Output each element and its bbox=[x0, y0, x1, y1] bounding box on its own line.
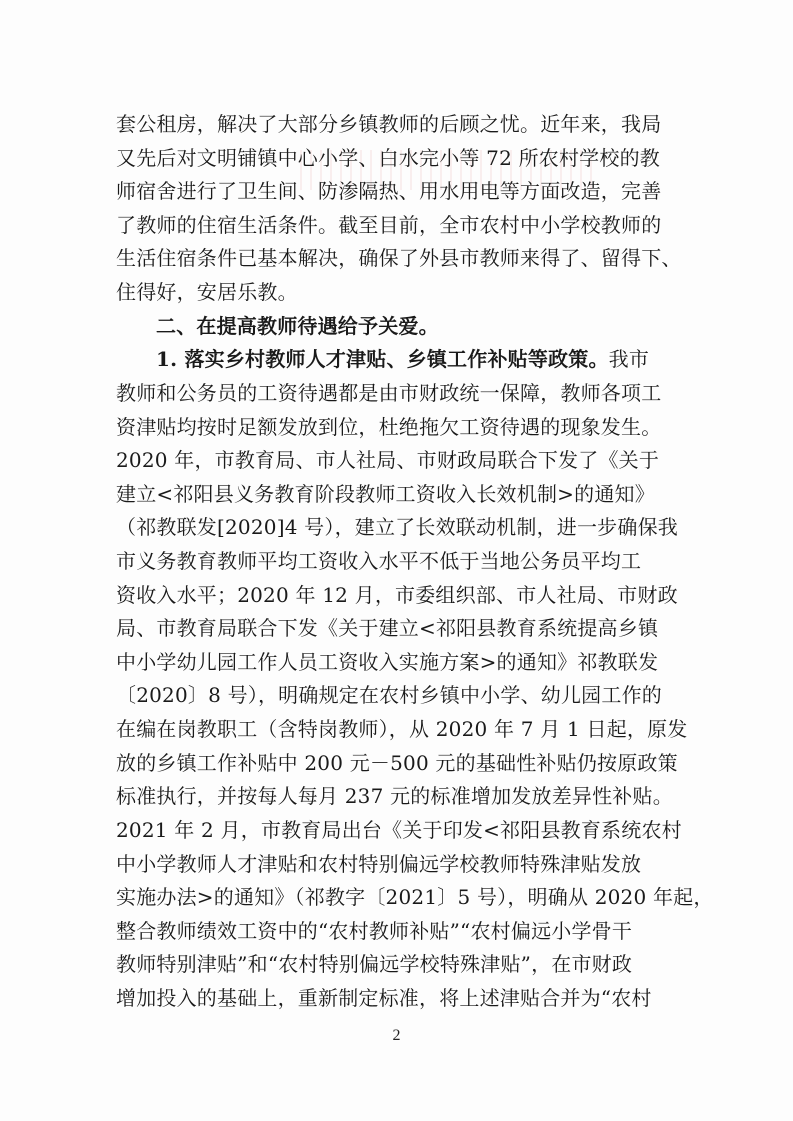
body-line-16: 实施办法>的通知》（祁教字〔2021〕5 号），明确从 2020 年起， bbox=[116, 885, 714, 910]
body-line-15: 中小学教师人才津贴和农村特别偏远学校教师特殊津贴发放 bbox=[116, 851, 642, 876]
paragraph-line-5: 生活住宿条件已基本解决，确保了外县市教师来得了、留得下、 bbox=[116, 246, 682, 271]
body-line-6: 市义务教育教师平均工资收入水平不低于当地公务员平均工 bbox=[116, 549, 642, 573]
body-line-7: 资收入水平；2020 年 12 月，市委组织部、市人社局、市财政 bbox=[116, 582, 678, 607]
paragraph-line-1: 套公租房，解决了大部分乡镇教师的后顾之忧。近年来，我局 bbox=[116, 112, 662, 136]
body-line-8: 局、市教育局联合下发《关于建立<祁阳县教育系统提高乡镇 bbox=[116, 616, 659, 641]
body-line-4: 建立<祁阳县义务教育阶段教师工资收入长效机制>的通知》 bbox=[116, 481, 655, 506]
body-line-2: 资津贴均按时足额发放到位，杜绝拖欠工资待遇的现象发生。 bbox=[116, 414, 662, 439]
body-line-3: 2020 年，市教育局、市人社局、市财政局联合下发了《关于 bbox=[116, 448, 660, 473]
body-line-11: 在编在岗教职工（含特岗教师），从 2020 年 7 月 1 日起，原发 bbox=[116, 717, 688, 742]
page-number: 2 bbox=[392, 1027, 401, 1044]
body-line-19: 增加投入的基础上，重新制定标准，将上述津贴合并为“农村 bbox=[116, 986, 652, 1010]
paragraph-line-3: 师宿舍进行了卫生间、防渗隔热、用水用电等方面改造，完善 bbox=[116, 179, 662, 204]
body-line-10: 〔2020〕8 号），明确规定在农村乡镇中小学、幼儿园工作的 bbox=[116, 683, 662, 708]
body-line-13: 标准执行，并按每人每月 237 元的标准增加发放差异性补贴。 bbox=[116, 784, 673, 809]
paragraph-line-4: 了教师的住宿生活条件。截至目前，全市农村中小学校教师的 bbox=[116, 212, 662, 237]
subsection-lead-tail: 我市 bbox=[608, 347, 650, 372]
subsection-lead: 1. 落实乡村教师人才津贴、乡镇工作补贴等政策。 bbox=[156, 347, 609, 372]
subsection-lead-line bbox=[156, 347, 649, 371]
body-line-18: 教师特别津贴”和“农村特别偏远学校特殊津贴”，在市财政 bbox=[116, 952, 633, 977]
paragraph-line-2: 又先后对文明铺镇中心小学、白水完小等 72 所农村学校的教 bbox=[116, 145, 660, 170]
body-line-12: 放的乡镇工作补贴中 200 元－500 元的基础性补贴仍按原政策 bbox=[116, 750, 678, 775]
body-line-9: 中小学幼儿园工作人员工资收入实施方案>的通知》祁教联发 bbox=[116, 649, 659, 674]
body-line-1: 教师和公务员的工资待遇都是由市财政统一保障，教师各项工 bbox=[116, 380, 662, 405]
section-heading: 二、在提高教师待遇给予关爱。 bbox=[156, 313, 439, 338]
body-line-17: 整合教师绩效工资中的“农村教师补贴”“农村偏远小学骨干 bbox=[116, 918, 633, 943]
paragraph-line-6: 住得好，安居乐教。 bbox=[116, 280, 298, 305]
body-line-5: （祁教联发[2020]4 号），建立了长效联动机制，进一步确保我 bbox=[116, 515, 678, 540]
body-line-14: 2021 年 2 月，市教育局出台《关于印发<祁阳县教育系统农村 bbox=[116, 817, 682, 842]
